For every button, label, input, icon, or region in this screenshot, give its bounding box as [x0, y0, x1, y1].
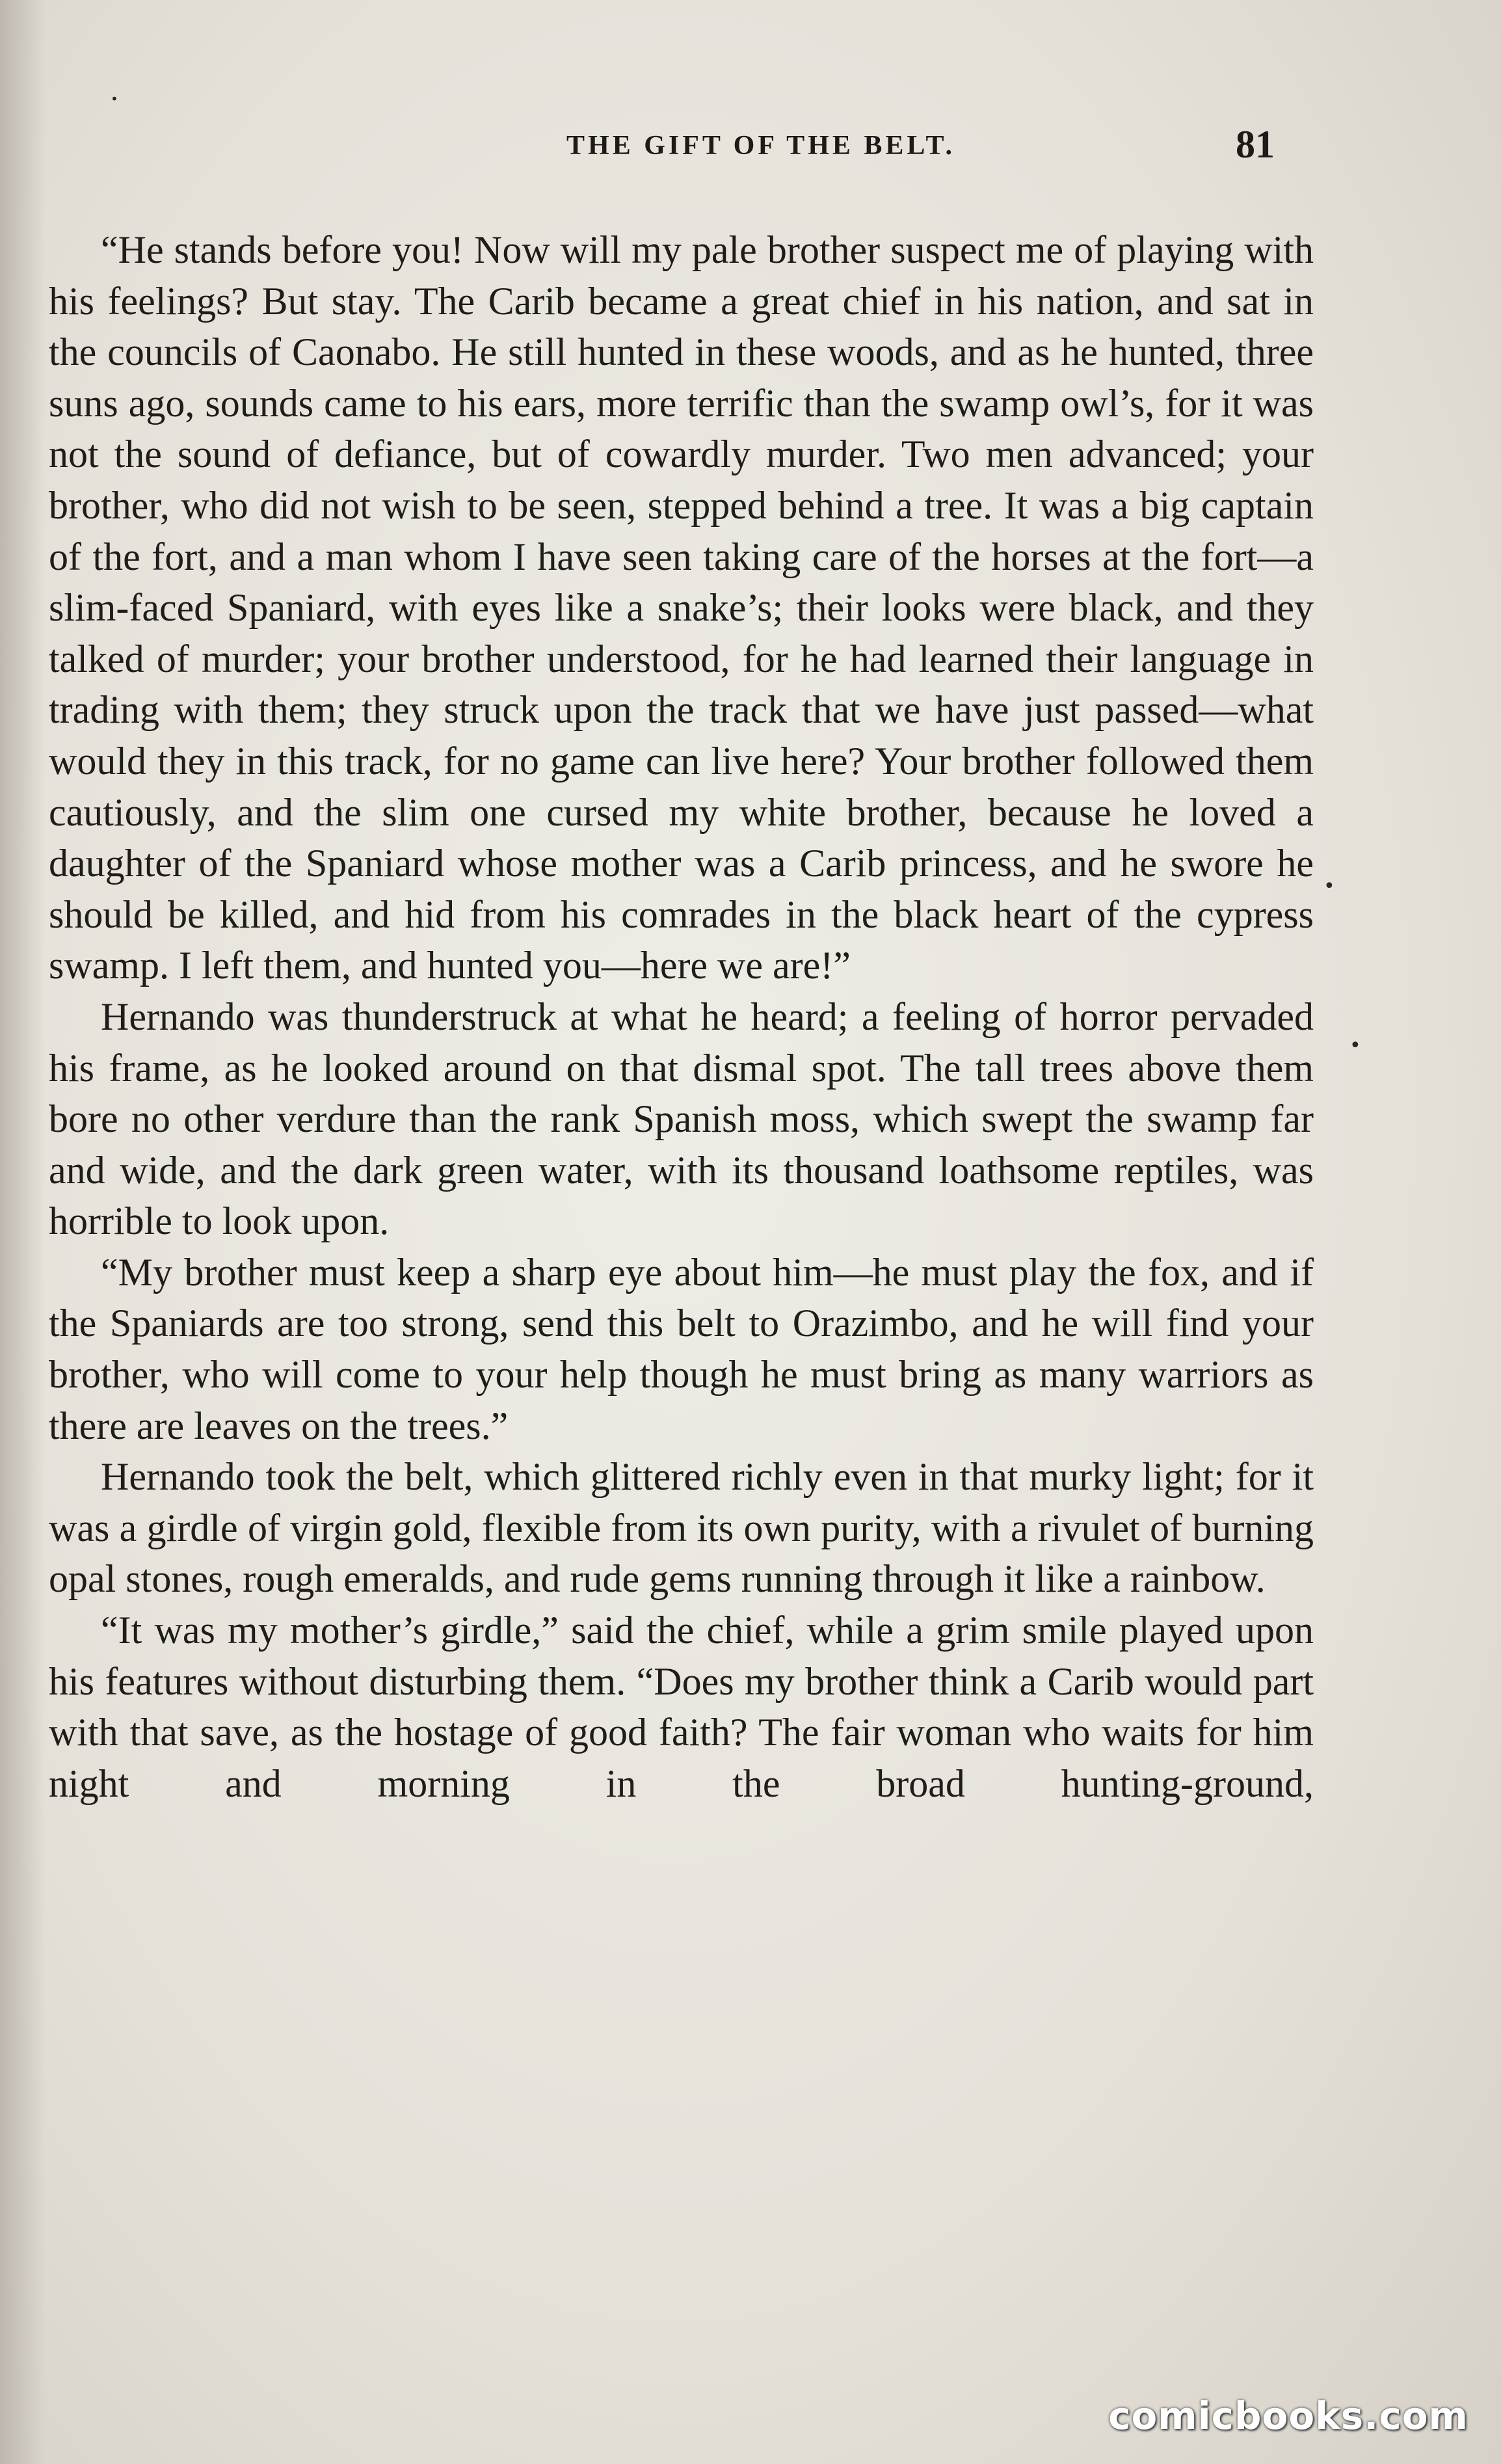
paragraph-1: “He stands before you! Now will my pale brother suspect me of playing with his feelings? But stay. The Carib became a great chief in his nation, and sat in the councils of Caonabo. He still hunted in these woods, and as he hunted, three suns ago, sounds came to his ears, more terrific than the swamp owl’s, for it was not the sound of defiance, but of cowardly murder. Two men advanced; your brother, who did not wish to be seen, stepped behind a tree. It was a big captain of the fort, and a man whom I have seen taking care of the horses at the fort—a slim-faced Spaniard, with eyes like a snake’s; their looks were black, and they talked of murder; your brother understood, for he had learned their language in trading with them; they struck upon the track that we have just passed—what would they in this track, for no game can live here? Your brother followed them cautiously, and the slim one cursed my white brother, because he loved a daughter of the Spaniard whose mother was a Carib princess, and he swore he should be killed, and hid from his comrades in the black heart of the cypress swamp. I left them, and hunted you—here we are!” [49, 228, 1314, 987]
watermark-text: comicbooks.com [1108, 2394, 1468, 2438]
page-number: 81 [1236, 123, 1275, 166]
paragraph-2: Hernando was thunderstruck at what he heard; a feeling of horror pervaded his frame, as he looked around on that dismal spot. The tall trees above them bore no other verdure than the rank Spanish moss, which swept the swamp far and wide, and the dark green water, with its thousand loathsome reptiles, was horrible to look upon. [49, 995, 1314, 1243]
body-text [49, 224, 1314, 1809]
paragraph-5: “It was my mother’s girdle,” said the chief, while a grim smile played upon his features without disturbing them. “Does my brother think a Carib would part with that save, as the hostage of good faith? The fair woman who waits for him night and morning in the broad hunting-ground, [49, 1609, 1314, 1805]
page-edge-shadow [0, 0, 46, 2464]
paragraph-4: Hernando took the belt, which glittered richly even in that murky light; for it was a girdle of virgin gold, flexible from its own purity, with a rivulet of burning opal stones, rough emeralds, and rude gems running through it like a rainbow. [49, 1455, 1314, 1601]
running-title: THE GIFT OF THE BELT. [566, 131, 955, 161]
print-speck: • [1349, 1034, 1361, 1057]
print-speck: • [1323, 875, 1335, 898]
paragraph-3: “My brother must keep a sharp eye about him—he must play the fox, and if the Spaniards are too strong, send this belt to Orazimbo, and he will find your brother, who will come to your help though he must bring as many warriors as there are leaves on the trees.” [49, 1250, 1314, 1447]
print-speck: • [111, 91, 118, 107]
